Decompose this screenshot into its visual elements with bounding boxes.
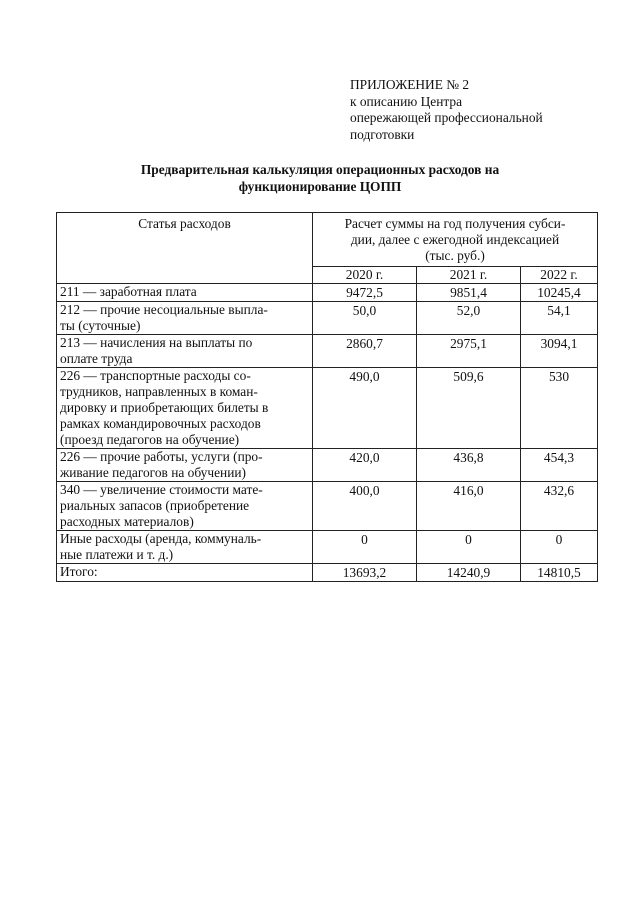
expense-item-line: Итого: [60,564,98,579]
expense-item-line: риальных запасов (приобретение [60,498,250,513]
expense-item-line: 212 — прочие несоциальные выпла- [60,302,268,317]
value-cell-2020: 400,0 [313,482,417,531]
table-row [57,284,598,302]
title-line: Предварительная калькуляция операционных расходов на [140,162,500,177]
document-title [0,162,640,195]
title-line: функционирование ЦОПП [238,178,402,194]
value-cell-2021: 416,0 [417,482,521,531]
value-cell-2020: 9472,5 [313,284,417,302]
value-cell-2021: 0 [417,531,521,564]
expense-item-cell [57,284,313,302]
expense-item-cell [57,482,313,531]
expense-item-line: рамках командировочных расходов [60,416,261,431]
header-item-cell [57,213,313,284]
header-calc-cell [313,213,598,267]
expense-item-line: трудников, направленных в коман- [60,384,258,399]
table-row [57,335,598,368]
expense-item-cell [57,302,313,335]
year-header: 2020 г. [313,267,417,284]
table-row [57,482,598,531]
expense-item-line: 340 — увеличение стоимости мате- [60,482,263,497]
table-row [57,302,598,335]
expense-item-line: живание педагогов на обучении) [60,465,246,480]
value-cell-2022: 54,1 [521,302,598,335]
value-cell-2022: 3094,1 [521,335,598,368]
table-row [57,449,598,482]
table-total-row [57,564,598,582]
value-cell-2021: 436,8 [417,449,521,482]
year-header: 2022 г. [521,267,598,284]
expense-item-line: ные платежи и т. д.) [60,547,174,562]
expense-item-line: 226 — прочие работы, услуги (про- [60,449,263,464]
appendix-line: опережающей профессиональной [350,110,543,126]
expense-item-line: оплате труда [60,351,133,366]
expense-item-line: расходных материалов) [60,514,194,529]
table-header-row [57,213,598,267]
value-cell-2021: 52,0 [417,302,521,335]
appendix-line: ПРИЛОЖЕНИЕ № 2 [350,77,470,92]
value-cell-2020: 50,0 [313,302,417,335]
value-cell-2021: 509,6 [417,368,521,449]
table-row [57,368,598,449]
expense-item-line: ты (суточные) [60,318,141,333]
expense-item-cell [57,368,313,449]
value-cell-2022: 14810,5 [521,564,598,582]
value-cell-2020: 420,0 [313,449,417,482]
expense-item-cell [57,531,313,564]
value-cell-2020: 2860,7 [313,335,417,368]
value-cell-2020: 490,0 [313,368,417,449]
expense-item-cell [57,335,313,368]
value-cell-2021: 2975,1 [417,335,521,368]
header-calc-line: Расчет суммы на год получения субси- [344,216,566,231]
expense-item-line: 226 — транспортные расходы со- [60,368,251,383]
header-calc-line: (тыс. руб.) [425,248,485,263]
appendix-line: подготовки [350,126,415,142]
expense-item-line: (проезд педагогов на обучение) [60,432,240,447]
value-cell-2022: 454,3 [521,449,598,482]
header-item-label: Статья расходов [138,216,231,231]
value-cell-2020: 0 [313,531,417,564]
header-calc-line: дии, далее с ежегодной индексацией [350,232,560,247]
value-cell-2022: 432,6 [521,482,598,531]
expense-item-line: дировку и приобретающих билеты в [60,400,269,415]
value-cell-2020: 13693,2 [313,564,417,582]
year-header: 2021 г. [417,267,521,284]
value-cell-2022: 0 [521,531,598,564]
value-cell-2021: 9851,4 [417,284,521,302]
expense-item-cell [57,449,313,482]
expense-item-line: 213 — начисления на выплаты по [60,335,253,350]
appendix-note [350,77,543,143]
appendix-line: к описанию Центра [350,93,463,109]
value-cell-2022: 10245,4 [521,284,598,302]
cost-table [56,212,598,582]
expense-item-line: Иные расходы (аренда, коммуналь- [60,531,262,546]
table-row [57,531,598,564]
value-cell-2021: 14240,9 [417,564,521,582]
expense-item-cell [57,564,313,582]
value-cell-2022: 530 [521,368,598,449]
expense-item-line: 211 — заработная плата [60,284,197,299]
